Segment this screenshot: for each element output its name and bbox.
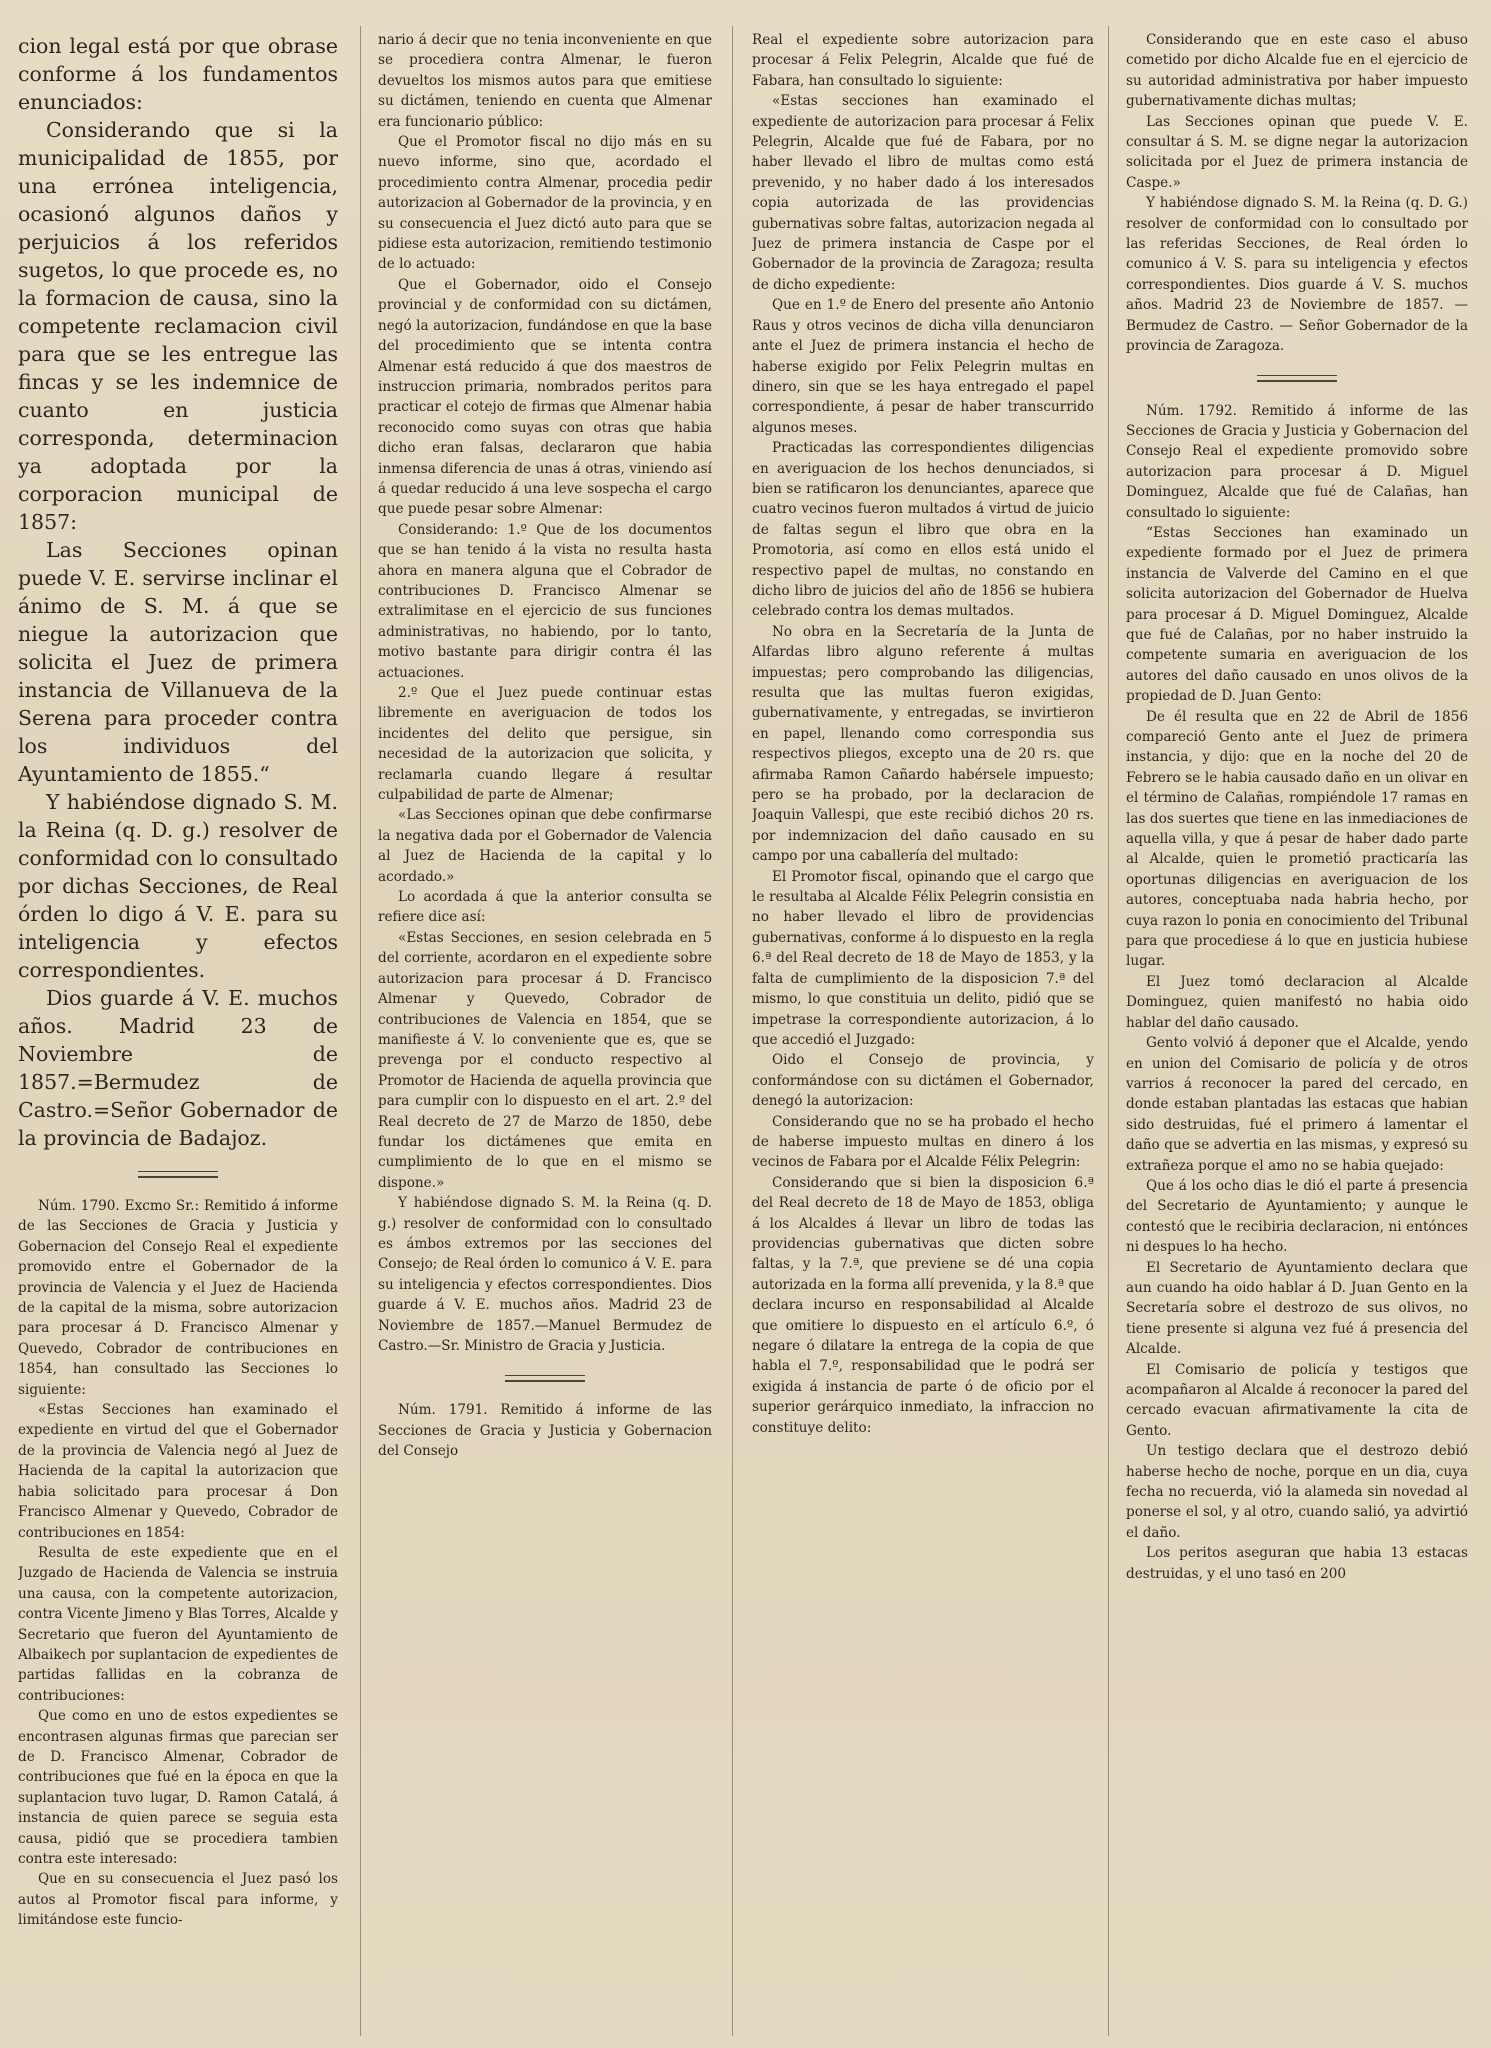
- paragraph: «Estas Secciones, en sesion celebrada en 5 del corriente, acordaron en el expediente sobre autorizacion para procesar á D. Francisco Almenar y Quevedo, Cobrador de contribuciones de Valencia en 1854, que se manifieste á V. lo conveniente que es, que se prevenga por el conducto respectivo al Promotor de Hacienda de aquella provincia que para cumplir con lo dispuesto en el art. 2.º del Real decreto de 27 de Marzo de 1850, debe fundar los dictámenes que emita en cumplimiento de lo que en el mismo se dispone.»: [378, 929, 712, 1191]
- paragraph: Que en su consecuencia el Juez pasó los autos al Promotor fiscal para informe, y limitándose este funcio-: [18, 1871, 338, 1929]
- paragraph: El Juez tomó declaracion al Alcalde Dominguez, quien manifestó no habia oido hablar del daño causado.: [1126, 973, 1468, 1031]
- section-separator: [1126, 367, 1468, 391]
- column-1: [18, 32, 338, 2032]
- paragraph: Y habiéndose dignado S. M. la Reina (q. D. g.) resolver de conformidad con lo consultado es ámbos extremos por las secciones del Consejo; de Real órden lo comunico á V. E. para su inteligencia y efectos correspondientes. Dios guarde á V. E. muchos años. Madrid 23 de Noviembre de 1857.—Manuel Bermudez de Castro.—Sr. Ministro de Gracia y Justicia.: [378, 1195, 712, 1354]
- paragraph: Considerando que en este caso el abuso cometido por dicho Alcalde fue en el ejercicio de su autoridad administrativa por haber impuesto gubernativamente dichas multas;: [1126, 32, 1468, 110]
- paragraph: Núm. 1790. Excmo Sr.: Remitido á informe de las Secciones de Gracia y Justicia y Gobernacion del Consejo Real el expediente promovido entre el Gobernador de la provincia de Valencia y el Juez de Hacienda de la capital de la misma, sobre autorizacion para procesar á D. Francisco Almenar y Quevedo, Cobrador de contribuciones en 1854, han consultado las Secciones lo siguiente:: [18, 1198, 338, 1398]
- decree-1790: [18, 1196, 338, 1931]
- paragraph: El Promotor fiscal, opinando que el cargo que le resultaba al Alcalde Félix Pelegrin consistia en no haber llevado el libro de providencias gubernativas, conforme á lo dispuesto en la regla 6.ª del Real decreto de 18 de Mayo de 1853, y la falta de cumplimiento de la disposicion 7.ª del mismo, lo que constituia un delito, pidió que se impetrase la correspondiente autorizacion, á lo que accedió el Juzgado:: [752, 868, 1094, 1048]
- paragraph: Que en 1.º de Enero del presente año Antonio Raus y otros vecinos de dicha villa denunciaron ante el Juez de primera instancia el hecho de haberse exigido por Felix Pelegrin multas en dinero, sin que se les haya entregado el papel correspondiente, á pesar de haber transcurrido algunos meses.: [752, 297, 1094, 436]
- paragraph: Dios guarde á V. E. muchos años. Madrid 23 de Noviembre de 1857.=Bermudez de Castro.=Señor Gobernador de la provincia de Badajoz.: [18, 986, 338, 1150]
- paragraph: Que el Promotor fiscal no dijo más en su nuevo informe, sino que, acordado el procedimiento contra Almenar, procedia pedir autorizacion al Gobernador de la provincia, y en su consecuencia el Juez dictó auto para que se pidiese esta autorizacion, remitiendo testimonio de lo actuado:: [378, 134, 712, 273]
- paragraph: cion legal está por que obrase conforme á los fundamentos enunciados:: [18, 34, 338, 114]
- paragraph: Los peritos aseguran que habia 13 estacas destruidas, y el uno tasó en 200: [1126, 1545, 1468, 1582]
- paragraph: Núm. 1792. Remitido á informe de las Secciones de Gracia y Justicia y Gobernacion del Consejo Real el expediente promovido sobre autorizacion para procesar á D. Miguel Dominguez, Alcalde que fué de Calañas, han consultado lo siguiente:: [1126, 402, 1468, 521]
- paragraph: Y habiéndose dignado S. M. la Reina (q. D. g.) resolver de conformidad con lo consultado por dichas Secciones, de Real órden lo digo á V. E. para su inteligencia y efectos correspondientes.: [18, 790, 338, 982]
- paragraph: Considerando que no se ha probado el hecho de haberse impuesto multas en dinero á los vecinos de Fabara por el Alcalde Félix Pelegrin:: [752, 1113, 1094, 1171]
- paragraph: Las Secciones opinan que puede V. E. consultar á S. M. se digne negar la autorizacion solicitada por el Juez de primera instancia de Caspe.»: [1126, 113, 1468, 191]
- paragraph: Las Secciones opinan puede V. E. servirse inclinar el ánimo de S. M. á que se niegue la autorizacion que solicita el Juez de primera instancia de Villanueva de la Serena para proceder contra los individuos del Ayuntamiento de 1855.“: [18, 538, 338, 786]
- paragraph: No obra en la Secretaría de la Junta de Alfardas libro alguno referente á multas impuestas; pero comprobando las diligencias, resulta que las multas fueron exigidas, gubernativamente, y entregadas, se invirtieron en papel, llenando como correspondia sus respectivos pliegos, excepto una de 20 rs. que afirmaba Ramon Cañardo habérsele impuesto; pero se ha probado, por la declaracion de Joaquin Vallespi, que este recibió dichos 20 rs. por indemnizacion del daño causado en su campo por una caballería del multado:: [752, 623, 1094, 865]
- paragraph: Practicadas las correspondientes diligencias en averiguacion de los hechos denunciados, si bien se ratificaron los denunciantes, aparece que cuatro vecinos fueron multados á virtud de juicio de faltas segun el libro que obra en la Promotoria, así como en ellos está unido el respectivo papel de multas, no constando en dicho libro de juicios del año de 1856 se hubiera celebrado contra los demas multados.: [752, 440, 1094, 620]
- paragraph: El Secretario de Ayuntamiento declara que aun cuando ha oido hablar á D. Juan Gento en la Secretaría sobre el destrozo de sus olivos, no tiene presente si alguna vez fué á presencia del Alcalde.: [1126, 1259, 1468, 1358]
- column-rule: [360, 26, 361, 2036]
- column-rule: [1108, 26, 1109, 2036]
- paragraph: Que á los ocho dias le dió el parte á presencia del Secretario de Ayuntamiento; y aunque le contestó que le recibiria declaracion, ni entónces ni despues lo ha hecho.: [1126, 1177, 1468, 1256]
- paragraph: Gento volvió á deponer que el Alcalde, yendo en union del Comisario de policía y de otros varrios á reconocer la pared del cercado, en donde estaban plantadas las estacas que habian sido destruidas, fué el primero á lamentar el daño que se advertia en las mismas, y expresó su extrañeza porque el amo no se habia quejado:: [1126, 1035, 1468, 1174]
- paragraph: Considerando que si bien la disposicion 6.ª del Real decreto de 18 de Mayo de 1853, obliga á los Alcaldes á llevar un libro de todas las providencias gubernativas que dicten sobre faltas, y la 7.ª, que previene se dé una copia autorizada en la forma allí prevenida, y la 8.ª que declara incurso en responsabilidad al Alcalde que omitiere lo dispuesto en el artículo 6.º, ó negare ó dilatare la entrega de la copia de que habla el 7.º, responsabilidad que le podrá ser exigida á instancia de parte ó de oficio por el superior gerárquico inmediato, la infraccion no constituye delito:: [752, 1174, 1094, 1436]
- paragraph: Oido el Consejo de provincia, y conformándose con su dictámen el Gobernador, denegó la autorizacion:: [752, 1052, 1094, 1110]
- column-4: [1126, 30, 1468, 2040]
- paragraph: nario á decir que no tenia inconveniente en que se procediera contra Almenar, le fueron devueltos los mismos autos para que emitiese su dictámen, teniendo en cuenta que Almenar era funcionario público:: [378, 32, 712, 130]
- section-separator: [18, 1162, 338, 1186]
- paragraph: «Las Secciones opinan que debe confirmarse la negativa dada por el Gobernador de Valencia al Juez de Hacienda de la capital y lo acordado.»: [378, 807, 712, 885]
- paragraph: Un testigo declara que el destrozo debió haberse hecho de noche, porque en un dia, cuya fecha no recuerda, vió la alameda sin novedad al ponerse el sol, y al otro, cuando salió, ya advirtió el daño.: [1126, 1443, 1468, 1541]
- paragraph: Y habiéndose dignado S. M. la Reina (q. D. G.) resolver de conformidad con lo consultado por las referidas Secciones, de Real órden lo comunico á V. S. para su inteligencia y efectos correspondientes. Dios guarde á V. S. muchos años. Madrid 23 de Noviembre de 1857. —Bermudez de Castro. — Señor Gobernador de la provincia de Zaragoza.: [1126, 195, 1468, 355]
- paragraph: De él resulta que en 22 de Abril de 1856 compareció Gento ante el Juez de primera instancia, y dijo: que en la noche del 20 de Febrero se le habia causado daño en un olivar en el término de Calañas, rompiéndole 17 ramas en las dos suertes que tiene en las inmediaciones de aquella villa, y que á pesar de haber dado parte al Alcalde, quien le prometió practicaría las oportunas diligencias en averiguacion de los autores, conceptuaba nada habria hecho, por cuya razon lo ponia en conocimiento del Tribunal para que procediese á lo que en justicia hubiese lugar.: [1126, 708, 1468, 970]
- paragraph: «Estas secciones han examinado el expediente de autorizacion para procesar á Felix Pelegrin, Alcalde que fué de Fabara, por no haber llevado el libro de multas como está prevenido, y no haber dado á los interesados copia autorizada de las providencias gubernativas sobre faltas, autorizacion negada al Juez de primera instancia de Caspe por el Gobernador de la provincia de Zaragoza; resulta de dicho expediente:: [752, 93, 1094, 293]
- section-separator: [378, 1366, 712, 1390]
- paragraph: “Estas Secciones han examinado un expediente formado por el Juez de primera instancia de Valverde del Camino en el que solicita autorizacion del Gobernador de Huelva para procesar á D. Miguel Dominguez, Alcalde que fué de Calañas, por no haber instruido la competente sumaria en averiguacion de los autores del daño causado en unos olivos de la propiedad de D. Juan Gento:: [1126, 524, 1468, 705]
- paragraph: «Estas Secciones han examinado el expediente en virtud del que el Gobernador de la provincia de Valencia negó al Juez de Hacienda de la capital la autorizacion que habia solicitado para procesar á Don Francisco Almenar y Quevedo, Cobrador de contribuciones en 1854:: [18, 1402, 338, 1541]
- paragraph: Lo acordada á que la anterior consulta se refiere dice así:: [378, 889, 712, 926]
- paragraph: Considerando: 1.º Que de los documentos que se han tenido á la vista no resulta hasta ahora en manera alguna que el Cobrador de contribuciones D. Francisco Almenar se extralimitase en el ejercicio de sus funciones administrativas, no habiendo, por lo tanto, motivo bastante para dirigir contra él las actuaciones.: [378, 521, 712, 681]
- column-rule: [732, 26, 733, 2036]
- paragraph: Real el expediente sobre autorizacion para procesar á Felix Pelegrin, Alcalde que fué de Fabara, han consultado lo siguiente:: [752, 32, 1094, 89]
- paragraph: Considerando que si la municipalidad de 1855, por una errónea inteligencia, ocasionó algunos daños y perjuicios á los referidos sugetos, lo que procede es, no la formacion de causa, sino la competente reclamacion civil para que se les entregue las fincas y se les indemnice de cuanto en justicia corresponda, determinacion ya adoptada por la corporacion municipal de 1857:: [18, 118, 338, 534]
- paragraph: Resulta de este expediente que en el Juzgado de Hacienda de Valencia se instruia una causa, con la competente autorizacion, contra Vicente Jimeno y Blas Torres, Alcalde y Secretario que fueron del Ayuntamiento de Albaikech por suplantacion de expedientes de partidas fallidas en la cobranza de contribuciones:: [18, 1544, 338, 1704]
- column-3: [752, 30, 1094, 2040]
- paragraph: Que como en uno de estos expedientes se encontrasen algunas firmas que parecian ser de D. Francisco Almenar, Cobrador de contribuciones que fué en la época en que la suplantacion tuvo lugar, D. Ramon Catalá, á instancia de quien parece se seguia esta causa, pidió que se procediera tambien contra este interesado:: [18, 1708, 338, 1867]
- paragraph: Núm. 1791. Remitido á informe de las Secciones de Gracia y Justicia y Gobernacion del Consejo: [378, 1402, 712, 1460]
- column-2: [378, 30, 712, 2040]
- paragraph: Que el Gobernador, oido el Consejo provincial y de conformidad con su dictámen, negó la autorizacion, fundándose en que la base del procedimiento que se intenta contra Almenar está reducido á que dos maestros de instruccion primaria, nombrados peritos para practicar el cotejo de firmas que Almenar habia reconocido como suyas con otras que habia dicho eran falsas, declararon que habia inmensa diferencia de unas á otras, viniendo así á quedar reducido á una leve sospecha el cargo que puede pesar sobre Almenar:: [378, 276, 712, 518]
- paragraph: 2.º Que el Juez puede continuar estas libremente en averiguacion de todos los incidentes del delito que persigue, sin necesidad de la autorizacion que solicita, y reclamarla cuando llegare á resultar culpabilidad de parte de Almenar;: [378, 685, 712, 804]
- paragraph: El Comisario de policía y testigos que acompañaron al Alcalde á reconocer la pared del cercado evacuan afirmativamente la cita de Gento.: [1126, 1361, 1468, 1439]
